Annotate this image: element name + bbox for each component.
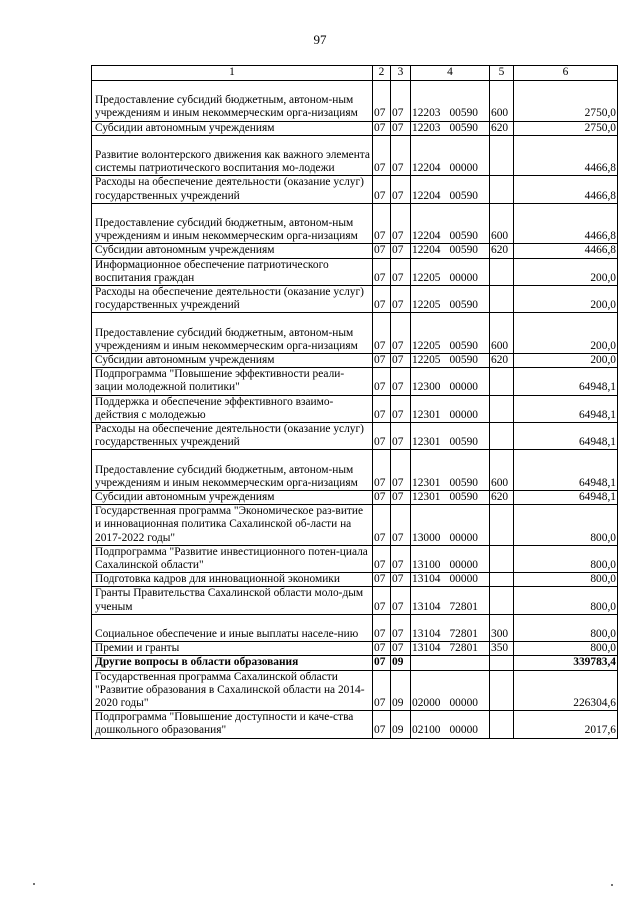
subsection-code: 07: [391, 614, 411, 641]
table-row: [92, 313, 618, 354]
subsection-code: 07: [391, 176, 411, 203]
subsection-code: 07: [391, 545, 411, 572]
section-code: 07: [373, 505, 391, 546]
amount: 226304,6: [514, 670, 618, 711]
table-row: [92, 135, 618, 176]
article-code-part2: 00590: [449, 491, 478, 504]
row-name: Подпрограмма "Повышение доступности и каче-ства дошкольного образования": [92, 711, 373, 738]
article-code-part2: 00590: [449, 476, 478, 489]
article-code-part2: 72801: [449, 642, 478, 655]
article-code-part1: 12301: [412, 436, 441, 449]
article-code-part1: 12204: [412, 189, 441, 202]
article-code-part1: 12204: [412, 162, 441, 175]
row-name: Подпрограмма "Развитие инвестиционного потен-циала Сахалинской области": [92, 545, 373, 572]
amount: 64948,1: [514, 450, 618, 491]
article-code-part1: 13104: [412, 573, 441, 586]
section-code: 07: [373, 573, 391, 587]
row-name: Другие вопросы в области образования: [92, 656, 373, 670]
expense-type-code: [490, 286, 514, 313]
article-code-part1: 12205: [412, 339, 441, 352]
target-article-code: [411, 121, 490, 135]
subsection-code: 07: [391, 505, 411, 546]
target-article-code: [411, 573, 490, 587]
article-code-part1: 12203: [412, 107, 441, 120]
row-name: Субсидии автономным учреждениям: [92, 121, 373, 135]
expense-type-code: 620: [490, 244, 514, 258]
amount: 339783,4: [514, 656, 618, 670]
table-row: [92, 450, 618, 491]
target-article-code: [411, 368, 490, 395]
row-name: Государственная программа "Экономическое раз-витие и инновационная политика Сахалинской об-ласти на 2017-2022 годы": [92, 505, 373, 546]
table-row: [92, 244, 618, 258]
row-name: Расходы на обеспечение деятельности (оказание услуг) государственных учреждений: [92, 176, 373, 203]
expense-type-code: [490, 545, 514, 572]
table-row: [92, 81, 618, 122]
article-code-part2: 00590: [449, 436, 478, 449]
expense-type-code: [490, 135, 514, 176]
article-code-part1: 12203: [412, 121, 441, 134]
amount: 800,0: [514, 614, 618, 641]
amount: 800,0: [514, 573, 618, 587]
column-header: 4: [411, 66, 490, 81]
amount: 200,0: [514, 286, 618, 313]
article-code-part2: 00000: [449, 271, 478, 284]
subsection-code: 07: [391, 121, 411, 135]
subsection-code: 07: [391, 587, 411, 614]
subsection-code: 07: [391, 354, 411, 368]
amount: 2017,6: [514, 711, 618, 738]
section-code: 07: [373, 450, 391, 491]
expense-type-code: 600: [490, 450, 514, 491]
article-code-part2: 72801: [449, 628, 478, 641]
expense-type-code: [490, 573, 514, 587]
subsection-code: 07: [391, 450, 411, 491]
target-article-code: [411, 711, 490, 738]
subsection-code: 09: [391, 656, 411, 670]
row-name: Предоставление субсидий бюджетным, автоном-ным учреждениям и иным некоммерческим орга-низациям: [92, 313, 373, 354]
expense-type-code: [490, 368, 514, 395]
table-row: [92, 491, 618, 505]
amount: 64948,1: [514, 423, 618, 450]
row-name: Расходы на обеспечение деятельности (оказание услуг) государственных учреждений: [92, 286, 373, 313]
subsection-code: 07: [391, 423, 411, 450]
article-code-part2: 00590: [449, 230, 478, 243]
table-row: [92, 258, 618, 285]
subsection-code: 07: [391, 573, 411, 587]
target-article-code: [411, 354, 490, 368]
article-code-part1: 12301: [412, 408, 441, 421]
section-code: 07: [373, 368, 391, 395]
subsection-code: 07: [391, 244, 411, 258]
table-row: [92, 121, 618, 135]
section-code: 07: [373, 258, 391, 285]
expense-type-code: [490, 587, 514, 614]
article-code-part1: 13100: [412, 559, 441, 572]
table-row: [92, 711, 618, 738]
amount: 2750,0: [514, 81, 618, 122]
subsection-code: 07: [391, 491, 411, 505]
article-code-part1: 12205: [412, 271, 441, 284]
target-article-code: [411, 587, 490, 614]
row-name: Премии и гранты: [92, 642, 373, 656]
article-code-part2: 00000: [449, 381, 478, 394]
table-body: [92, 81, 618, 739]
table-row: [92, 423, 618, 450]
table-row: [92, 614, 618, 641]
article-code-part1: 12205: [412, 354, 441, 366]
expense-type-code: [490, 258, 514, 285]
expense-type-code: 620: [490, 354, 514, 368]
row-name: Подготовка кадров для инновационной экономики: [92, 573, 373, 587]
article-code-part1: 12204: [412, 230, 441, 243]
table-row: [92, 395, 618, 422]
target-article-code: [411, 423, 490, 450]
article-code-part1: 12300: [412, 381, 441, 394]
article-code-part2: 00000: [449, 697, 478, 710]
subsection-code: 09: [391, 670, 411, 711]
target-article-code: [411, 670, 490, 711]
column-header: 3: [391, 66, 411, 81]
row-name: Расходы на обеспечение деятельности (оказание услуг) государственных учреждений: [92, 423, 373, 450]
expense-type-code: [490, 670, 514, 711]
section-code: 07: [373, 121, 391, 135]
table-row: [92, 656, 618, 670]
target-article-code: [411, 450, 490, 491]
target-article-code: [411, 313, 490, 354]
row-name: Поддержка и обеспечение эффективного взаимо-действия с молодежью: [92, 395, 373, 422]
subsection-code: 07: [391, 203, 411, 244]
row-name: Подпрограмма "Повышение эффективности реали-зации молодежной политики": [92, 368, 373, 395]
amount: 64948,1: [514, 491, 618, 505]
section-code: 07: [373, 354, 391, 368]
target-article-code: [411, 545, 490, 572]
article-code-part1: 13104: [412, 600, 441, 613]
article-code-part1: 02100: [412, 724, 441, 737]
section-code: 07: [373, 423, 391, 450]
target-article-code: [411, 642, 490, 656]
section-code: 07: [373, 313, 391, 354]
subsection-code: 07: [391, 286, 411, 313]
expense-type-code: 300: [490, 614, 514, 641]
section-code: 07: [373, 81, 391, 122]
section-code: 07: [373, 670, 391, 711]
subsection-code: 07: [391, 135, 411, 176]
target-article-code: [411, 656, 490, 670]
amount: 800,0: [514, 587, 618, 614]
article-code-part2: 00000: [449, 531, 478, 544]
article-code-part2: 00000: [449, 559, 478, 572]
expense-type-code: [490, 505, 514, 546]
section-code: 07: [373, 395, 391, 422]
target-article-code: [411, 505, 490, 546]
expense-type-code: 600: [490, 81, 514, 122]
article-code-part2: 72801: [449, 600, 478, 613]
subsection-code: 07: [391, 395, 411, 422]
row-name: Гранты Правительства Сахалинской области моло-дым ученым: [92, 587, 373, 614]
article-code-part1: 13104: [412, 642, 441, 655]
amount: 4466,8: [514, 244, 618, 258]
article-code-part2: 00590: [449, 339, 478, 352]
section-code: 07: [373, 135, 391, 176]
subsection-code: 07: [391, 368, 411, 395]
target-article-code: [411, 395, 490, 422]
amount: 2750,0: [514, 121, 618, 135]
expense-type-code: [490, 176, 514, 203]
page-number: 97: [313, 32, 327, 47]
article-code-part2: 00000: [449, 724, 478, 737]
table-row: [92, 670, 618, 711]
expense-type-code: [490, 656, 514, 670]
section-code: 07: [373, 203, 391, 244]
target-article-code: [411, 491, 490, 505]
row-name: Социальное обеспечение и иные выплаты населе-нию: [92, 614, 373, 641]
column-header: 2: [373, 66, 391, 81]
scan-speck: [611, 884, 613, 886]
budget-table: [91, 65, 618, 739]
target-article-code: [411, 244, 490, 258]
scan-speck: [33, 883, 35, 885]
section-code: 07: [373, 176, 391, 203]
article-code-part2: 00590: [449, 189, 478, 202]
target-article-code: [411, 81, 490, 122]
amount: 200,0: [514, 258, 618, 285]
article-code-part2: 00590: [449, 107, 478, 120]
row-name: Государственная программа Сахалинской области "Развитие образования в Сахалинской области на 2014-2020 годы": [92, 670, 373, 711]
article-code-part2: 00590: [449, 354, 478, 366]
subsection-code: 09: [391, 711, 411, 738]
table-row: [92, 545, 618, 572]
table-row: [92, 587, 618, 614]
table-row: [92, 505, 618, 546]
table-row: [92, 354, 618, 368]
amount: 4466,8: [514, 176, 618, 203]
expense-type-code: 620: [490, 491, 514, 505]
amount: 800,0: [514, 545, 618, 572]
section-code: 07: [373, 545, 391, 572]
article-code-part1: 12205: [412, 299, 441, 312]
article-code-part1: 13104: [412, 628, 441, 641]
section-code: 07: [373, 656, 391, 670]
subsection-code: 07: [391, 258, 411, 285]
expense-type-code: [490, 711, 514, 738]
expense-type-code: [490, 395, 514, 422]
subsection-code: 07: [391, 313, 411, 354]
article-code-part1: 12204: [412, 244, 441, 257]
amount: 200,0: [514, 313, 618, 354]
table-row: [92, 573, 618, 587]
amount: 64948,1: [514, 395, 618, 422]
target-article-code: [411, 614, 490, 641]
table-row: [92, 368, 618, 395]
target-article-code: [411, 258, 490, 285]
target-article-code: [411, 176, 490, 203]
column-header: 1: [92, 66, 373, 81]
section-code: 07: [373, 642, 391, 656]
article-code-part1: 02000: [412, 697, 441, 710]
row-name: Предоставление субсидий бюджетным, автоном-ным учреждениям и иным некоммерческим орга-низациям: [92, 203, 373, 244]
expense-type-code: 620: [490, 121, 514, 135]
row-name: Информационное обеспечение патриотического воспитания граждан: [92, 258, 373, 285]
section-code: 07: [373, 491, 391, 505]
subsection-code: 07: [391, 81, 411, 122]
article-code-part1: 12301: [412, 476, 441, 489]
amount: 200,0: [514, 354, 618, 368]
row-name: Субсидии автономным учреждениям: [92, 491, 373, 505]
article-code-part2: 00000: [449, 162, 478, 175]
expense-type-code: 350: [490, 642, 514, 656]
article-code-part1: 13000: [412, 531, 441, 544]
row-name: Субсидии автономным учреждениям: [92, 354, 373, 368]
article-code-part1: 12301: [412, 491, 441, 504]
amount: 4466,8: [514, 203, 618, 244]
column-header: 6: [514, 66, 618, 81]
section-code: 07: [373, 286, 391, 313]
article-code-part2: 00590: [449, 121, 478, 134]
amount: 64948,1: [514, 368, 618, 395]
article-code-part2: 00590: [449, 299, 478, 312]
subsection-code: 07: [391, 642, 411, 656]
article-code-part2: 00000: [449, 573, 478, 586]
section-code: 07: [373, 587, 391, 614]
amount: 4466,8: [514, 135, 618, 176]
target-article-code: [411, 286, 490, 313]
table-row: [92, 203, 618, 244]
table-row: [92, 176, 618, 203]
row-name: Субсидии автономным учреждениям: [92, 244, 373, 258]
target-article-code: [411, 135, 490, 176]
article-code-part2: 00590: [449, 244, 478, 257]
section-code: 07: [373, 711, 391, 738]
expense-type-code: 600: [490, 203, 514, 244]
target-article-code: [411, 203, 490, 244]
article-code-part2: 00000: [449, 408, 478, 421]
section-code: 07: [373, 614, 391, 641]
table-row: [92, 286, 618, 313]
row-name: Предоставление субсидий бюджетным, автоном-ным учреждениям и иным некоммерческим орга-низациям: [92, 450, 373, 491]
column-header: 5: [490, 66, 514, 81]
amount: 800,0: [514, 505, 618, 546]
section-code: 07: [373, 244, 391, 258]
table-row: [92, 642, 618, 656]
expense-type-code: [490, 423, 514, 450]
row-name: Предоставление субсидий бюджетным, автоном-ным учреждениям и иным некоммерческим орга-низациям: [92, 81, 373, 122]
row-name: Развитие волонтерского движения как важного элемента системы патриотического воспитания мо-лодежи: [92, 135, 373, 176]
amount: 800,0: [514, 642, 618, 656]
column-number-row: [92, 66, 618, 81]
expense-type-code: 600: [490, 313, 514, 354]
